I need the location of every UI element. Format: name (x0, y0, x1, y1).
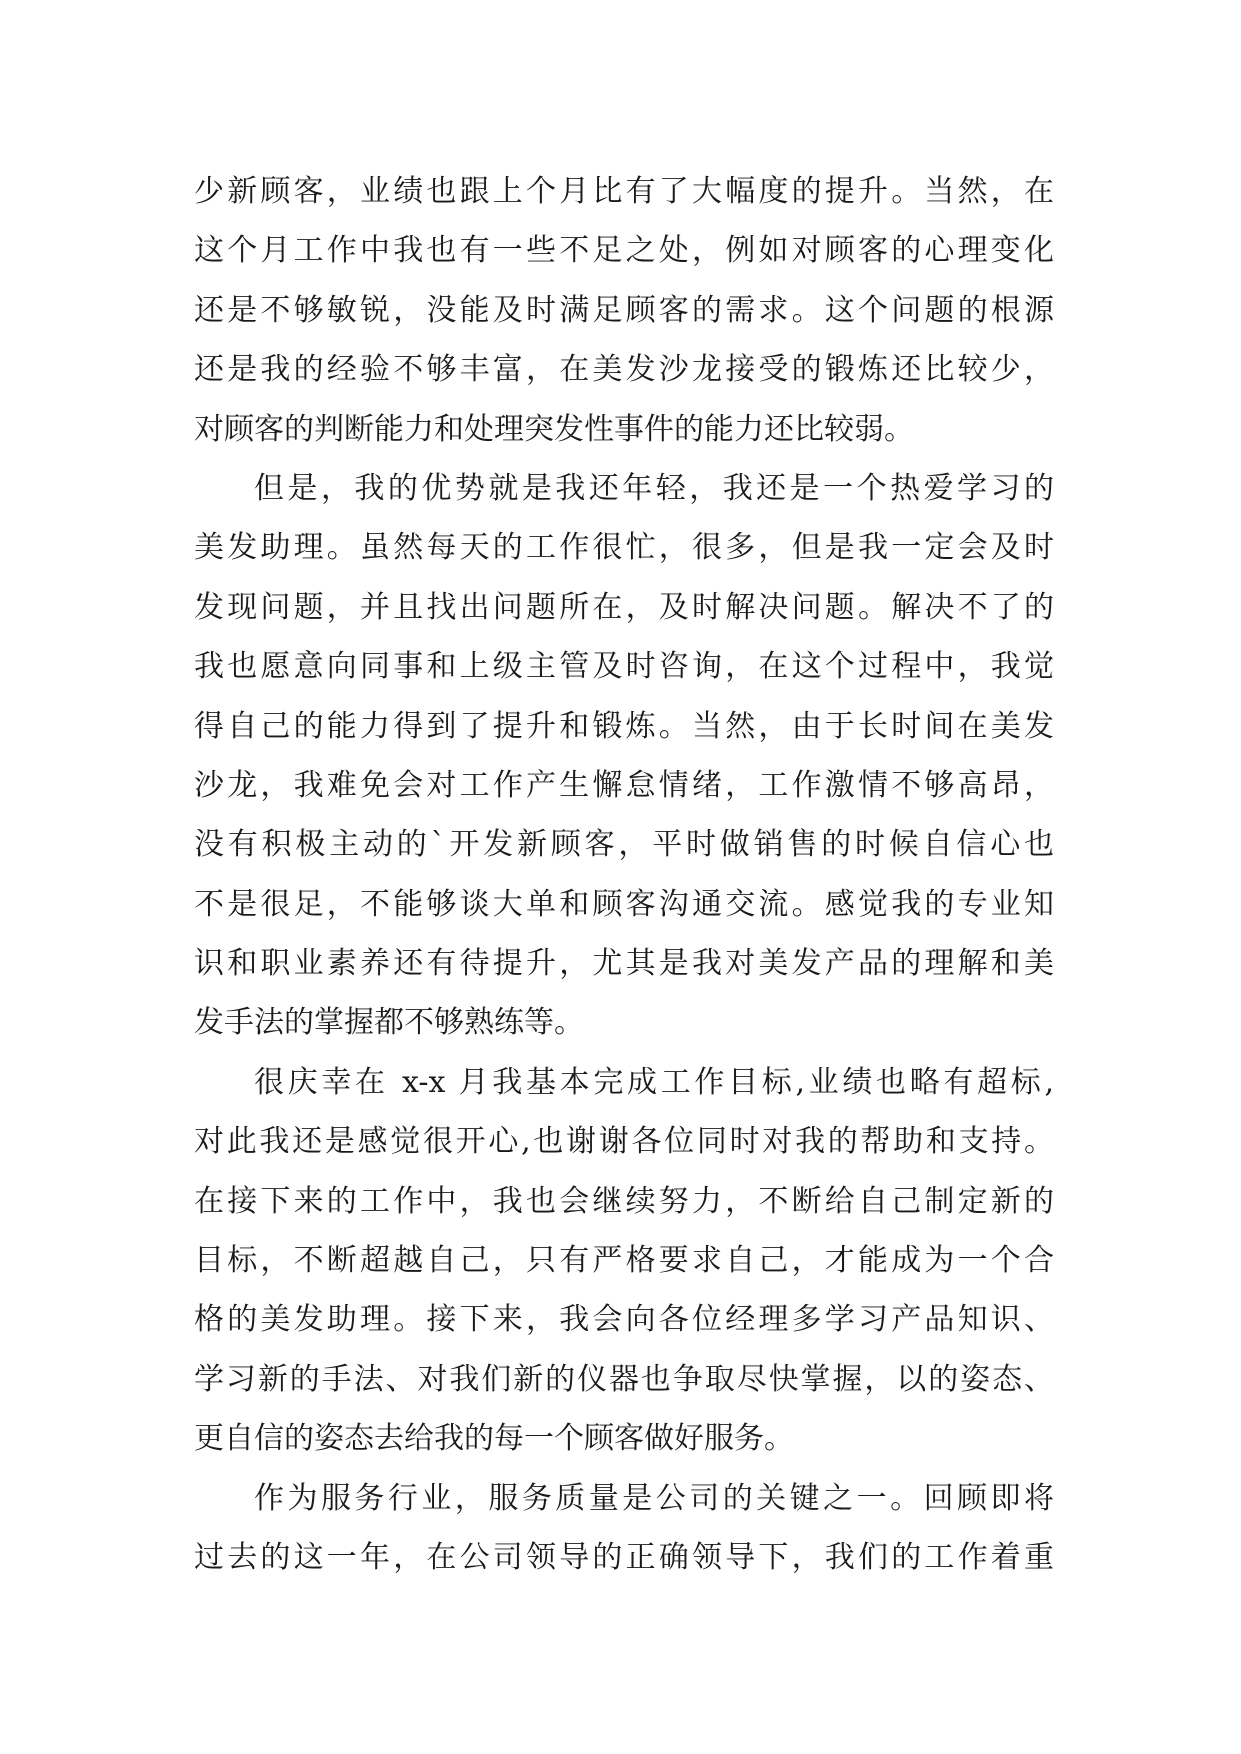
text-line: 在接下来的工作中，我也会继续努力，不断给自己制定新的 (194, 1183, 1054, 1219)
paragraph-2 (194, 459, 1054, 1053)
text-line: 沙龙，我难免会对工作产生懈怠情绪，工作激情不够高昂， (194, 767, 1054, 803)
paragraph-4 (194, 1469, 1054, 1588)
text-line: 很庆幸在 x-x 月我基本完成工作目标,业绩也略有超标, (254, 1064, 1054, 1100)
text-line: 少新顾客，业绩也跟上个月比有了大幅度的提升。当然，在 (194, 174, 1054, 209)
text-line: 这个月工作中我也有一些不足之处，例如对顾客的心理变化 (194, 233, 1054, 269)
text-line: 不是很足，不能够谈大单和顾客沟通交流。感觉我的专业知 (194, 886, 1054, 922)
text-line: 得自己的能力得到了提升和锻炼。当然，由于长时间在美发 (194, 708, 1054, 744)
paragraph-1 (194, 162, 1054, 459)
text-line: 没有积极主动的`开发新顾客，平时做销售的时候自信心也 (194, 827, 1054, 863)
text-line: 格的美发助理。接下来，我会向各位经理多学习产品知识、 (194, 1302, 1054, 1338)
text-line: 作为服务行业，服务质量是公司的关键之一。回顾即将 (254, 1480, 1054, 1516)
text-line: 过去的这一年，在公司领导的正确领导下，我们的工作着重 (194, 1539, 1054, 1575)
text-line: 目标，不断超越自己，只有严格要求自己，才能成为一个合 (194, 1243, 1054, 1279)
paragraph-3 (194, 1053, 1054, 1469)
text-line: 还是不够敏锐，没能及时满足顾客的需求。这个问题的根源 (194, 292, 1054, 328)
text-line: 还是我的经验不够丰富，在美发沙龙接受的锻炼还比较少， (194, 352, 1054, 388)
text-line: 对此我还是感觉很开心,也谢谢各位同时对我的帮助和支持。 (194, 1124, 1054, 1160)
text-line: 发现问题，并且找出问题所在，及时解决问题。解决不了的 (194, 589, 1054, 625)
text-line: 对顾客的判断能力和处理突发性事件的能力还比较弱。 (194, 411, 914, 447)
text-line: 发手法的掌握都不够熟练等。 (194, 1005, 584, 1041)
text-line: 更自信的姿态去给我的每一个顾客做好服务。 (194, 1421, 794, 1457)
document-body (194, 162, 1054, 1587)
text-line: 学习新的手法、对我们新的仪器也争取尽快掌握，以的姿态、 (194, 1361, 1054, 1397)
text-line: 但是，我的优势就是我还年轻，我还是一个热爱学习的 (254, 470, 1054, 506)
text-line: 我也愿意向同事和上级主管及时咨询，在这个过程中，我觉 (194, 649, 1054, 685)
text-line: 美发助理。虽然每天的工作很忙，很多，但是我一定会及时 (194, 530, 1054, 566)
text-line: 识和职业素养还有待提升，尤其是我对美发产品的理解和美 (194, 946, 1054, 982)
